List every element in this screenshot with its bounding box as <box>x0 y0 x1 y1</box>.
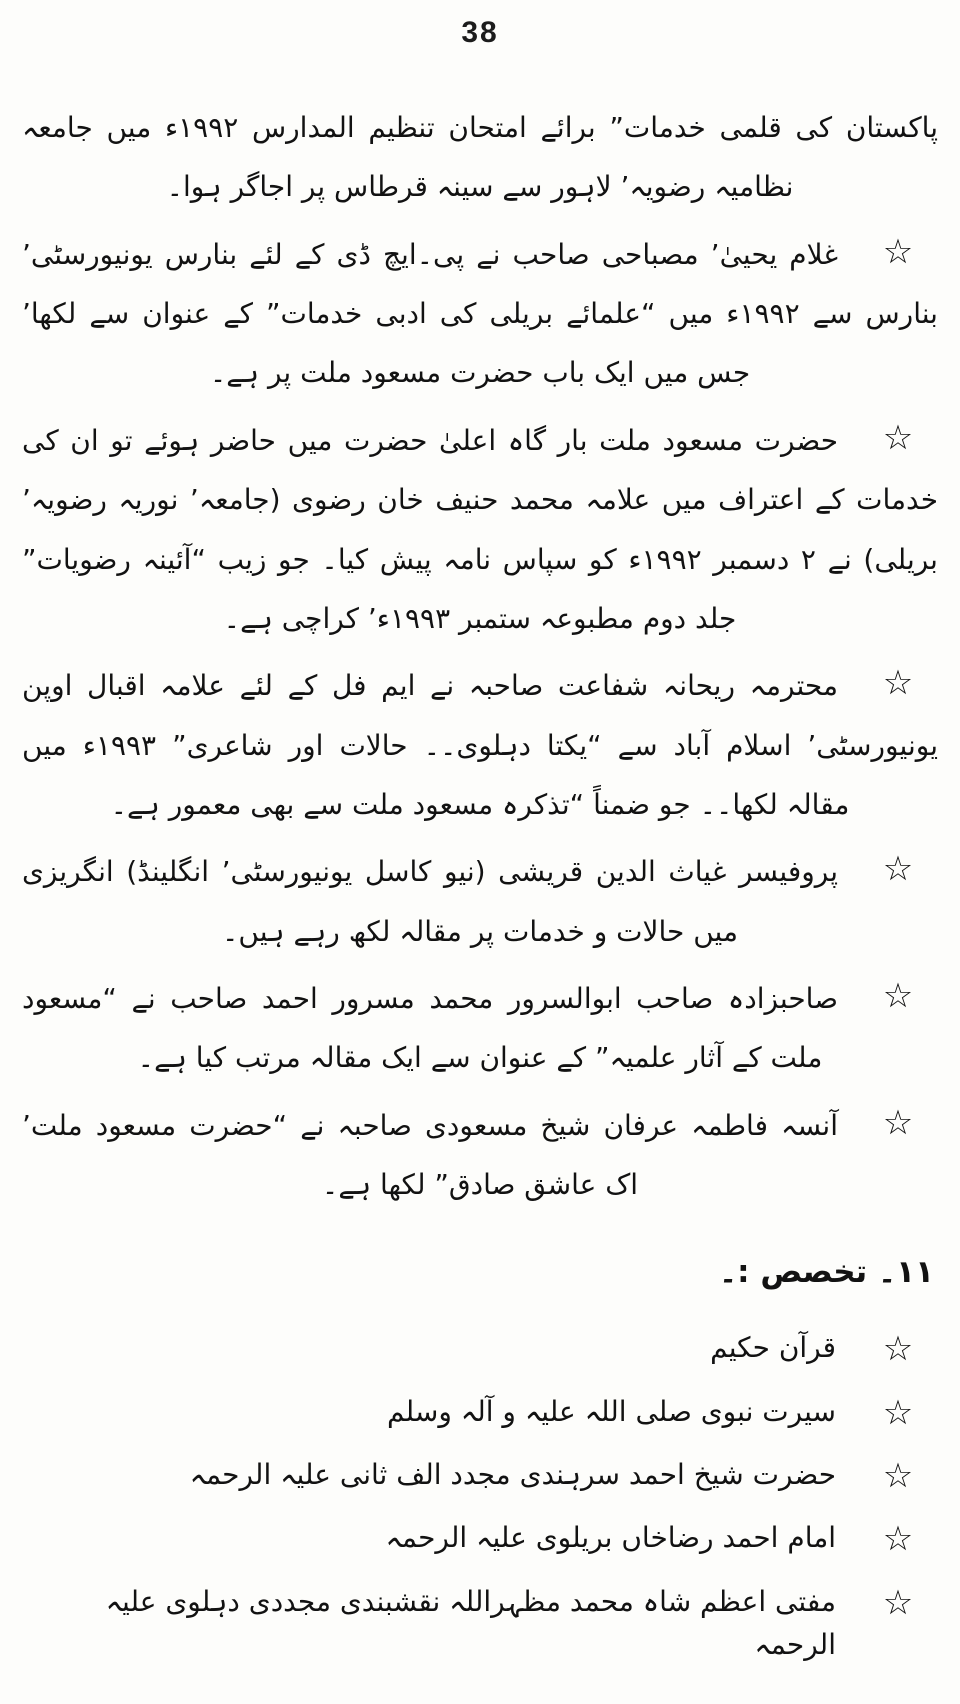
bullet-text: آنسہ فاطمہ عرفان شیخ مسعودی صاحبہ نے “حضرت مسعود ملت’ اک عاشق صادق” لکھا ہے۔ <box>22 1108 838 1202</box>
page-content <box>0 98 960 1667</box>
bullet-item <box>22 411 938 648</box>
star-bullet-icon: ☆ <box>882 1392 914 1433</box>
list-item-text: حضرت شیخ احمد سرہندی مجدد الف ثانی علیہ الرحمہ <box>189 1457 836 1491</box>
section-heading-takhassus: ۱۱۔ تخصص :۔ <box>719 1254 934 1291</box>
intro-paragraph: پاکستان کی قلمی خدمات” برائے امتحان تنظیم المدارس ۱۹۹۲ء میں جامعہ نظامیہ رضویہ’ لاہور سے سینہ قرطاس پر اجاگر ہوا۔ <box>22 111 938 204</box>
star-bullet-icon: ☆ <box>882 1519 914 1560</box>
list-item-text: امام احمد رضاخاں بریلوی علیہ الرحمہ <box>385 1521 836 1555</box>
bullet-item <box>22 969 938 1088</box>
list-item <box>22 1390 938 1433</box>
bullet-text: غلام یحییٰ’ مصباحی صاحب نے پی۔ایچ ڈی کے لئے بنارس یونیورسٹی’ بنارس سے ۱۹۹۲ء میں “علمائے بریلی کی ادبی خدمات” کے عنوان سے لکھا’ جس میں ایک باب حضرت مسعود ملت پر ہے۔ <box>22 237 938 390</box>
bullet-item <box>22 1096 938 1215</box>
star-bullet-icon: ☆ <box>882 663 914 704</box>
bullet-text: صاحبزادہ صاحب ابوالسرور محمد مسرور احمد صاحب نے “مسعود ملت کے آثار علمیہ” کے عنوان سے ایک مقالہ مرتب کیا ہے۔ <box>22 982 838 1075</box>
bullet-item <box>22 842 938 961</box>
list-item <box>22 1516 938 1559</box>
star-bullet-icon: ☆ <box>882 1102 914 1143</box>
bullet-text: محترمہ ریحانہ شفاعت صاحبہ نے ایم فل کے لئے علامہ اقبال اوپن یونیورسٹی’ اسلام آباد سے “یکتا دہلوی۔۔ حالات اور شاعری” ۱۹۹۳ء میں مقالہ لکھا۔۔ جو ضمناً “تذکرہ مسعود ملت سے بھی معمور ہے۔ <box>22 669 938 821</box>
list-item <box>22 1580 938 1667</box>
star-bullet-icon: ☆ <box>882 849 914 890</box>
star-bullet-icon: ☆ <box>882 1582 914 1623</box>
bullet-text: پروفیسر غیاث الدین قریشی (نیو کاسل یونیورسٹی’ انگلینڈ) انگریزی میں حالات و خدمات پر مقالہ لکھ رہے ہیں۔ <box>22 855 838 948</box>
list-item-text: سیرت نبوی صلی اللہ علیہ و آلہ وسلم <box>387 1394 836 1428</box>
bullet-item <box>22 225 938 403</box>
page-number: 38 <box>461 16 499 49</box>
list-item <box>22 1326 938 1369</box>
star-bullet-icon: ☆ <box>882 1329 914 1370</box>
star-bullet-icon: ☆ <box>882 231 914 272</box>
star-bullet-icon: ☆ <box>882 976 914 1017</box>
list-item <box>22 1453 938 1496</box>
star-bullet-icon: ☆ <box>882 1455 914 1496</box>
bullet-item <box>22 656 938 834</box>
list-item-text: مفتی اعظم شاہ محمد مظہراللہ نقشبندی مجددی دہلوی علیہ الرحمہ <box>105 1584 836 1662</box>
list-item-text: قرآن حکیم <box>710 1331 836 1365</box>
bullet-text: حضرت مسعود ملت بار گاہ اعلیٰ حضرت میں حاضر ہوئے تو ان کی خدمات کے اعتراف میں علامہ محمد حنیف خان رضوی (جامعہ’ نوریہ رضویہ’ بریلی) نے ۲ دسمبر ۱۹۹۲ء کو سپاس نامہ پیش کیا۔ جو زیب “آئینہ رضویات” جلد دوم مطبوعہ ستمبر ۱۹۹۳ء’ کراچی ہے۔ <box>22 423 938 635</box>
star-bullet-icon: ☆ <box>882 417 914 458</box>
